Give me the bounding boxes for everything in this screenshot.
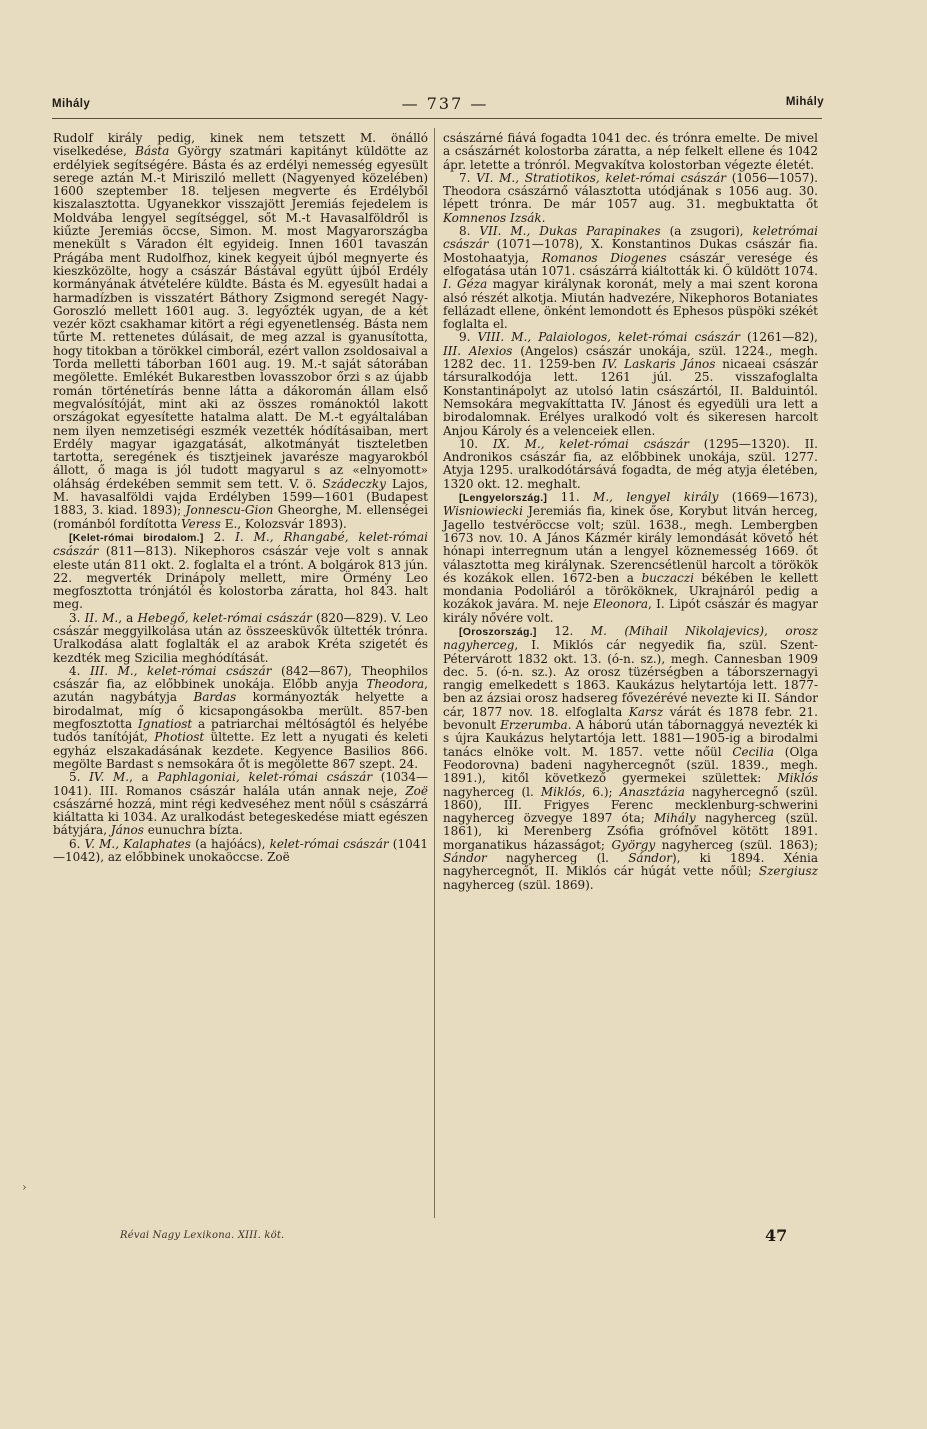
entry-mihaly-v-cont bbox=[443, 132, 818, 172]
text-run: , I. Lipót császár és magyar király nővére volt. bbox=[443, 597, 818, 625]
italic-term: III. Alexios bbox=[443, 343, 513, 358]
entry-mihaly-vii bbox=[443, 225, 818, 331]
italic-term: M. (Mihail Nikolajevics), orosz nagyherceg bbox=[443, 623, 819, 653]
italic-term: Miklós bbox=[540, 784, 582, 799]
italic-term: Zoë bbox=[405, 783, 428, 798]
text-run: (1041—1042), az előbbinek unokaöccse. Zoë bbox=[53, 836, 429, 865]
italic-term: Ignatiost bbox=[138, 717, 193, 732]
text-run: (a hajóács), bbox=[190, 836, 270, 851]
text-run: nagyherceg (szül. 1863); bbox=[655, 837, 818, 852]
text-run: eunuchra bízta. bbox=[143, 823, 243, 838]
text-run: császár veresége és elfogatása után 1071. császárrá kiáltották ki. Ő küldött 1074. bbox=[443, 250, 819, 278]
italic-term: IX. M., kelet-római császár bbox=[492, 436, 689, 451]
text-run: , I. Miklós cár negyedik fia, szül. Szent-Pétervárott 1832 okt. 13. (ó-n. sz.), megh. Cannesban 1909 dec. 5. (ó-n. sz.). Az orosz tüzérségben a táborszernagyi rangig emelkedett s 1863. Kaukázus helytartója lett. 1877-ben az ázsiai orosz hadsereg fővezérévé nevezte ki II. Sándor cár, 1877 nov. 18. elfoglalta bbox=[443, 638, 818, 719]
entry-mihaly-vi bbox=[443, 172, 818, 225]
text-run: (811—813). Nikephoros császár veje volt s annak eleste után 811 okt. 2. foglalta el a trónt. A bolgárok 813 jún. 22. megverték Drinápoly mellett, mire Örmény Leo megfosztotta trónjától és kolostorba záratta, hol 843. halt meg. bbox=[53, 544, 428, 612]
italic-term: Anasztázia bbox=[619, 784, 685, 799]
header-right-keyword: Mihály bbox=[785, 96, 824, 108]
italic-term: Eleonora bbox=[593, 597, 649, 612]
italic-term: Paphlagoniai, kelet-római császár bbox=[157, 770, 373, 785]
entry-mihaly-v bbox=[53, 838, 428, 865]
text-run: (Angelos) császár unokája, szül. 1224., megh. 1282 dec. 11. 1259-ben bbox=[443, 343, 818, 372]
entry-mihaly-viii bbox=[443, 331, 818, 437]
italic-term: Bardas bbox=[193, 690, 237, 705]
text-run: 10. bbox=[459, 436, 493, 451]
italic-term: Komnenos Izsák bbox=[443, 210, 542, 225]
entry-mihaly-iv bbox=[53, 771, 428, 837]
italic-term: Cecilia bbox=[732, 744, 775, 759]
italic-term: Szergiusz bbox=[758, 864, 818, 879]
right-column bbox=[443, 132, 818, 892]
entry-lengyel-kiraly bbox=[443, 491, 818, 625]
text-run: 11. bbox=[547, 490, 594, 505]
text-run: György szatmári kapitányt küldötte az erdélyiek segítségére. Básta és az erdélyi nemesség egyesült serege aztán M.-t Mirisziló mellett (Nagyenyed közelében) 1600 szeptember 18. teljesen megverte és Erdélyből kiszalasztotta. Ugyanekkor visszajött Jeremiás fejedelem is Moldvába lengyel segítséggel, sőt M.-t Havasalföldről is kiűzte Jeremiás öccse, Simon. M. most Magyarországba menekült s Váradon élt egyideig. Innen 1601 tavaszán Prágába ment Rudolfhoz, kinek kegyeit újból megnyerte és kieszközölte, hogy a császár Bástával együtt újból Erdély kormányának átvételére küldte. Básta és M. egyesült hadai a harmadízben is visszatért Báthory Zsigmond seregét Nagy-Goroszló mellett 1601 aug. 3. legyőzték ugyan, de a két vezér közt csakhamar kitört a régi egyenetlenség. Básta nem tűrte M. rettenetes dúlásait, de meg azzal is gyanusította, hogy titokban a törökkel cimborál, ezért vallon zsoldosaival a Torda melletti táborban 1601 aug. 19. M.-t saját sátorában megölette. Emlékét Bukarestben lovasszobor őrzi s az újabb román történetírás benne látta a dákoromán állam első megvalósítóját, mint aki az összes románoktól lakott országokat egyesítette hatalma alatt. De M.-t egyáltalában nem ilyen nemzetiségi eszmék vezették hódításaiban, mert Erdély magyar igazgatását, alkotmányát tiszteletben tartotta, seregének és tisztjeinek javarésze magyarokból állott, ő maga is jól tudott magyarul s az «elnyomott» oláhság érdekében semmit sem tett. V. ö. bbox=[53, 144, 428, 491]
text-run: (1071—1078), X. Konstantinos Dukas császár fia. Mostohaatyja, bbox=[443, 237, 818, 265]
footer-signature: Révai Nagy Lexikona. XIII. köt. bbox=[120, 1230, 285, 1241]
text-run: nagyherceg (l. bbox=[443, 784, 541, 799]
text-run: 9. bbox=[459, 330, 478, 345]
text-run: 12. bbox=[536, 623, 591, 638]
italic-term: Jonnescu-Gion bbox=[185, 503, 274, 518]
italic-term: Wisniowiecki bbox=[443, 504, 523, 519]
text-run: 3. bbox=[69, 610, 85, 625]
text-run: . A háború után tábornaggyá nevezték ki s újra Kaukázus helytartója lett. 1881—1905-ig a birodalmi tanács elnöke volt. M. 1857. vette nőül bbox=[443, 718, 818, 759]
header-rule bbox=[52, 118, 822, 119]
entry-mihaly-ix bbox=[443, 438, 818, 491]
page-number: — 737 — bbox=[401, 94, 489, 113]
text-run: nagyherceg (l. bbox=[486, 851, 629, 866]
italic-term: Romanos Diogenes bbox=[541, 250, 667, 265]
section-label: [Lengyelország.] bbox=[459, 492, 548, 505]
text-run: 2. bbox=[203, 529, 236, 544]
italic-term: Karsz bbox=[628, 704, 664, 719]
margin-mark: › bbox=[22, 1180, 27, 1194]
text-run: a patriarchai méltóságtól és helyébe tudós tanítóját, bbox=[53, 717, 428, 745]
text-run: 6. bbox=[69, 836, 85, 851]
text-run: Jeremiás fia, kinek őse, Korybut litván herceg, Jagello testvéröccse volt; szül. 1638., megh. Lembergben 1673 nov. 10. A János Kázmér király lemondását követő hét hónapi interregnum után a lengyel köznemesség 1669. őt választotta meg királynak. Szerencsétlenül harcolt a törökök és kozákok ellen. 1672-ben a bbox=[443, 504, 818, 585]
italic-term: János bbox=[110, 823, 144, 838]
italic-term: M., lengyel király bbox=[593, 490, 719, 505]
text-run: 8. bbox=[459, 224, 480, 239]
text-run: , a bbox=[129, 770, 158, 785]
italic-term: Szádeczky bbox=[322, 476, 386, 491]
entry-kelet-romai-2 bbox=[53, 531, 428, 612]
left-column bbox=[53, 132, 428, 864]
italic-term: kelet-római császár bbox=[269, 836, 389, 851]
text-run: (1034—1041). III. Romanos császár halála után annak neje, bbox=[53, 770, 428, 798]
text-run: 5. bbox=[69, 770, 90, 785]
sheet-number: 47 bbox=[765, 1226, 788, 1245]
italic-term: Mihály bbox=[654, 811, 696, 826]
text-run: nicaeai császár társuralkodója lett. 1261 júl. 25. visszafoglalta Konstantinápolyt az utolsó latin császártól, II. Balduintól. Nemsokára megvakíttatta IV. Jánost és egyedüli ura lett a birodalomnak. Erélyes uralkodó volt és sikeresen harcolt Anjou Károly és a velenceiek ellen. bbox=[443, 357, 818, 438]
italic-term: VIII. M., Palaiologos, kelet-római császár bbox=[477, 330, 740, 345]
text-run: (1669—1673), bbox=[718, 490, 818, 505]
text-run: (1261—82), bbox=[739, 330, 818, 345]
italic-term: Erzerumba bbox=[500, 718, 568, 733]
text-run: császárné hozzá, mint régi kedveséhez ment nőül s császárrá kiáltatta ki 1034. Az uralkodást betegeskedése miatt egészen bátyjára, bbox=[53, 796, 428, 838]
italic-term: Sándor bbox=[443, 851, 487, 866]
text-run: kormányozták helyette a birodalmat, míg ő kicsapongásokba merült. 857-ben megfosztotta bbox=[53, 690, 428, 732]
text-run: (820—829). V. Leo császár meggyilkolása után az összeesküvők ültették trónra. Uralkodása alatt foglalták el az arabok Kréta szigetét és kezdték meg Szicilia meghódítását. bbox=[53, 610, 429, 665]
italic-term: György bbox=[611, 837, 656, 852]
text-run: (a zsugori), bbox=[660, 224, 753, 239]
text-run: E., Kolozsvár 1893). bbox=[220, 516, 347, 531]
italic-term: Photiost bbox=[154, 730, 205, 745]
italic-term: V. M., Kalaphates bbox=[84, 836, 191, 851]
text-run: (1056—1057). Theodora császárnő választotta utódjának s 1056 aug. 30. lépett trónra. De már 1057 aug. 31. megbuktatta őt bbox=[443, 170, 818, 212]
italic-term: Hebegő, kelet-római császár bbox=[137, 610, 312, 625]
text-run: nagyherceg (szül. 1869). bbox=[443, 877, 594, 892]
section-label: [Kelet-római birodalom.] bbox=[69, 531, 204, 544]
text-run: ), ki 1894. Xénia nagyhercegnőt, II. Miklós cár húgát vette nőül; bbox=[443, 851, 818, 879]
page-header bbox=[50, 92, 826, 118]
text-run: békében le kellett mondania Podoliáról a törököknek, Ukrajnáról pedig a kozákok javára. M. neje bbox=[443, 570, 818, 612]
italic-term: III. M., kelet-római császár bbox=[89, 663, 272, 678]
italic-term: VI. M., Stratiotikos, kelet-római császár bbox=[476, 170, 727, 185]
entry-rudolf-text bbox=[53, 132, 428, 531]
text-run: , azután nagybátyja bbox=[53, 677, 428, 705]
italic-term: I. M., Rhangabé, kelet-római császár bbox=[53, 529, 429, 559]
entry-mihaly-iii bbox=[53, 665, 428, 771]
italic-term: IV. Laskaris János bbox=[602, 357, 716, 372]
italic-term: Veress bbox=[181, 516, 221, 531]
text-run: várát és 1878 febr. 21. bevonult bbox=[443, 704, 818, 733]
text-run: ültette. Ez lett a nyugati és keleti egyház elszakadásának kezdete. Kegyence Basilios 866. megölte Bardast s nemsokára őt is megölette 867 szept. 24. bbox=[53, 730, 428, 771]
entry-mihaly-ii bbox=[53, 612, 428, 665]
text-run: (842—867), Theophilos császár fia, az előbbinek unokája. Előbb anyja bbox=[53, 663, 428, 692]
text-run: Gheorghe, M. ellenségei (románból fordította bbox=[53, 503, 428, 531]
italic-term: Sándor bbox=[628, 851, 672, 866]
italic-term: buczaczi bbox=[641, 570, 694, 585]
italic-term: Theodora bbox=[366, 677, 425, 692]
text-run: (Olga Feodorovna) badeni nagyhercegnőt (szül. 1839., megh. 1891.), kitől következő gyermekei születtek: bbox=[443, 744, 818, 786]
text-run: nagyherceg (szül. 1861), ki Merenberg Zsófia grófnővel kötött 1891. morganatikus házasságot; bbox=[443, 811, 818, 852]
italic-term: keletrómai császár bbox=[443, 224, 818, 252]
text-run: Rudolf király pedig, kinek nem tetszett M. önálló viselkedése, bbox=[53, 131, 428, 159]
text-run: 7. bbox=[459, 170, 477, 185]
text-run: császárné fiává fogadta 1041 dec. és trónra emelte. De mivel a császárnét kolostorba záratta, a nép felkelt ellene és 1042 ápr. letette a trónról. Megvakítva kolostorban végezte életét. bbox=[443, 131, 818, 172]
text-run: Lajos, M. havasalföldi vajda Erdélyben 1599—1601 (Budapest 1883, 3. kiad. 1893); bbox=[53, 476, 428, 518]
text-run: , a bbox=[118, 610, 138, 625]
italic-term: IV. M. bbox=[89, 770, 130, 785]
italic-term: Miklós bbox=[777, 771, 818, 786]
text-run: 4. bbox=[69, 663, 90, 678]
text-run: , 6.); bbox=[581, 784, 620, 799]
text-run: magyar királynak koronát, mely a mai szent korona alsó részét alkotja. Miután hadvezére, Nikephoros Botaniates fellázadt ellene, önként lemondott és Ephesos püspöki székét foglalta el. bbox=[443, 277, 818, 332]
header-left-keyword: Mihály bbox=[52, 98, 91, 110]
italic-term: I. Géza bbox=[443, 277, 488, 292]
section-label: [Oroszország.] bbox=[459, 625, 537, 638]
column-divider bbox=[434, 128, 435, 1218]
text-run: . bbox=[541, 210, 546, 225]
italic-term: VII. M., Dukas Parapinakes bbox=[479, 224, 661, 239]
entry-orosz-nagyherceg bbox=[443, 625, 818, 892]
italic-term: II. M. bbox=[84, 610, 119, 625]
text-run: nagyhercegnő (szül. 1860), III. Frigyes Ferenc mecklenburg-schwerini nagyherceg özvegye 1897 óta; bbox=[443, 784, 818, 826]
italic-term: Básta bbox=[135, 144, 170, 159]
text-run: (1295—1320). II. Andronikos császár fia, az előbbinek unokája, szül. 1277. Atyja 1295. uralkodótársává fogadta, de még atyja életében, 1320 okt. 12. meghalt. bbox=[443, 436, 818, 491]
